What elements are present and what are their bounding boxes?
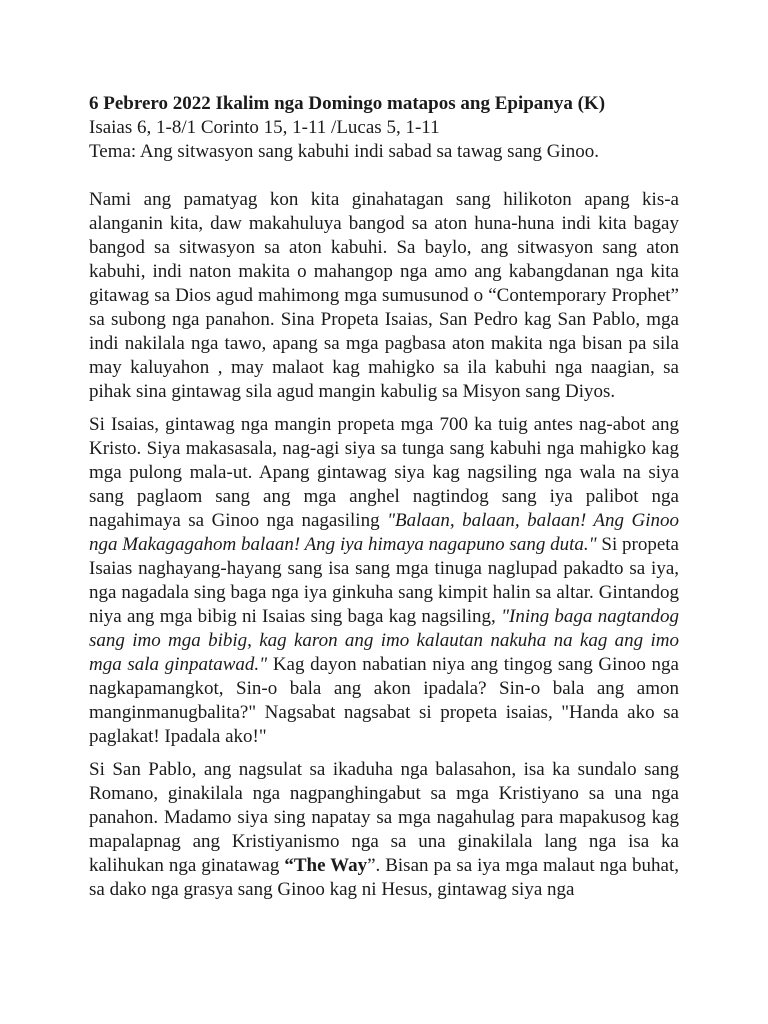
paragraph-3 — [89, 758, 679, 902]
paragraph-2-quote-2: "Ining baga nagtandog sang imo mga bibig, kag karon ang imo kalautan nakuha na kag ang imo mga sala ginpatawad." — [89, 606, 679, 675]
paragraph-2-quote-1: "Balaan, balaan, balaan! Ang Ginoo nga Makagagahom balaan! Ang iya himaya nagapuno sang duta." — [89, 510, 679, 555]
paragraph-2-text-1: Si Isaias, gintawag nga mangin propeta mga 700 ka tuig antes nag-abot ang Kristo. Siya makasasala, nag-agi siya sa tunga sang kabuhi nga mahigko kag mga pulong mala-ut. Apang gintawag siya kag nagsiling nga wala na siya sang paglaom sang ang mga anghel nagtindog sang iya palibot nga nagahimaya sa Ginoo nga nagasiling — [89, 414, 679, 531]
paragraph-2-text-3: Kag dayon nabatian niya ang tingog sang Ginoo nga nagkapamangkot, Sin-o bala ang akon ipadala? Sin-o bala ang amon manginmanugbalita?" Nagsabat nagsabat si propeta isaias, "Handa ako sa paglakat! Ipadala ako!" — [89, 654, 679, 747]
paragraph-3-text-2: ”. Bisan pa sa iya mga malaut nga buhat, sa dako nga grasya sang Ginoo kag ni Hesus, gintawag siya nga — [89, 855, 680, 900]
paragraph-3-text-1: Si San Pablo, ang nagsulat sa ikaduha nga balasahon, isa ka sundalo sang Romano, ginakilala nga nagpanghingabut sa mga Kristiyano sa una nga panahon. Madamo siya sing napatay sa mga nagahulag para mapakusog kag mapalapnag ang Kristiyanismo nga sa una ginakilala lang nga isa ka kalihukan nga ginatawag — [89, 759, 679, 876]
paragraph-3-emphasis: “The Way — [284, 855, 368, 876]
homily-theme: Tema: Ang sitwasyon sang kabuhi indi sabad sa tawag sang Ginoo. — [89, 141, 600, 162]
paragraph-2 — [89, 413, 679, 749]
paragraph-2-text-2: Si propeta Isaias naghayang-hayang sang isa sang mga tinuga naglupad pakadto sa iya, nga nagadala sing baga nga iya ginkuha sang kimpit halin sa altar. Gintandog niya ang mga bibig ni Isaias sing baga kag nagsiling, — [89, 534, 679, 627]
document-title: 6 Pebrero 2022 Ikalim nga Domingo matapos ang Epipanya (K) — [89, 93, 606, 114]
scripture-readings: Isaias 6, 1-8/1 Corinto 15, 1-11 /Lucas 5, 1-11 — [89, 117, 440, 138]
paragraph-1: Nami ang pamatyag kon kita ginahatagan sang hilikoton apang kis-a alanganin kita, daw makahuluya bangod sa aton huna-huna indi kita bagay bangod sa sitwasyon sa aton kabuhi. Sa baylo, ang sitwasyon sang aton kabuhi, indi naton makita o mahangop nga amo ang kabangdanan nga kita gitawag sa Dios agud mahimong mga sumusunod o “Contemporary Prophet” sa subong nga panahon. Sina Propeta Isaias, San Pedro kag San Pablo, mga indi nakilala nga tawo, apang sa mga pagbasa aton makita nga bisan pa sila may kaluyahon , may malaot kag mahigko sa ila kabuhi nga naagian, sa pihak sina gintawag sila agud mangin kabulig sa Misyon sang Diyos. — [89, 189, 679, 402]
